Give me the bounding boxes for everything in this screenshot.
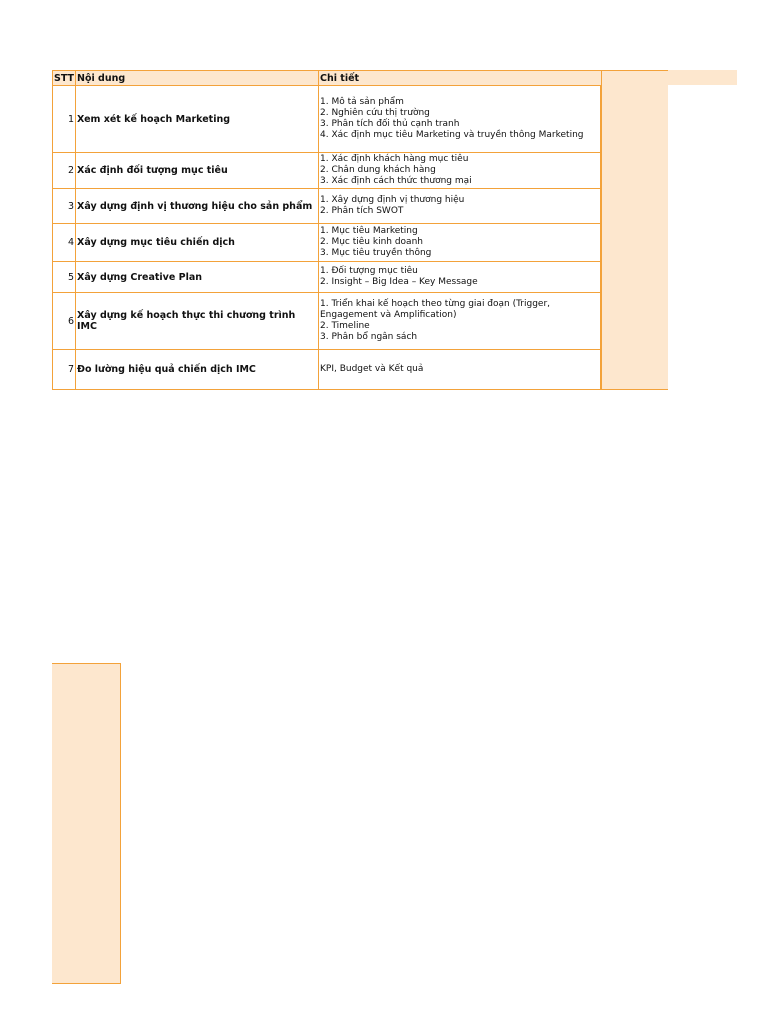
- shaded-lower-panel: [52, 663, 121, 984]
- row-content: Xác định đối tượng mục tiêu: [76, 153, 319, 189]
- shaded-side-panel: [600, 70, 668, 390]
- row-detail: KPI, Budget và Kết quả: [319, 350, 602, 390]
- table-row: [53, 262, 602, 293]
- row-number: 4: [53, 224, 76, 262]
- marketing-plan-table: [52, 70, 602, 390]
- row-detail: 1. Xây dựng định vị thương hiệu 2. Phân tích SWOT: [319, 189, 602, 224]
- row-content: Xây dựng mục tiêu chiến dịch: [76, 224, 319, 262]
- row-content: Đo lường hiệu quả chiến dịch IMC: [76, 350, 319, 390]
- row-content: Xây dựng Creative Plan: [76, 262, 319, 293]
- row-number: 2: [53, 153, 76, 189]
- row-number: 5: [53, 262, 76, 293]
- header-detail: Chi tiết: [319, 71, 602, 86]
- row-number: 3: [53, 189, 76, 224]
- table-row: [53, 224, 602, 262]
- table-row: [53, 153, 602, 189]
- header-stt: STT: [54, 72, 75, 84]
- table-row: [53, 86, 602, 153]
- row-content: Xem xét kế hoạch Marketing: [76, 86, 319, 153]
- row-number: 1: [53, 86, 76, 153]
- row-number: 7: [53, 350, 76, 390]
- table-row: [53, 350, 602, 390]
- table-header-row: [53, 71, 602, 86]
- table-row: [53, 189, 602, 224]
- row-number: 6: [53, 293, 76, 350]
- row-detail: 1. Mục tiêu Marketing 2. Mục tiêu kinh doanh 3. Mục tiêu truyền thông: [319, 224, 602, 262]
- row-detail: 1. Xác định khách hàng mục tiêu 2. Chân dung khách hàng 3. Xác định cách thức thương mại: [319, 153, 602, 189]
- row-detail: 1. Đối tượng mục tiêu 2. Insight – Big Idea – Key Message: [319, 262, 602, 293]
- header-content: Nội dung: [76, 71, 319, 86]
- row-detail: 1. Triển khai kế hoạch theo từng giai đoạn (Trigger, Engagement và Amplification) 2. Timeline 3. Phân bổ ngân sách: [319, 293, 602, 350]
- row-content: Xây dựng định vị thương hiệu cho sản phẩm: [76, 189, 319, 224]
- row-detail: 1. Mô tả sản phẩm 2. Nghiên cứu thị trường 3. Phân tích đối thủ cạnh tranh 4. Xác định mục tiêu Marketing và truyền thông Marketing: [319, 86, 602, 153]
- row-content: Xây dựng kế hoạch thực thi chương trình IMC: [76, 293, 319, 350]
- table-row: [53, 293, 602, 350]
